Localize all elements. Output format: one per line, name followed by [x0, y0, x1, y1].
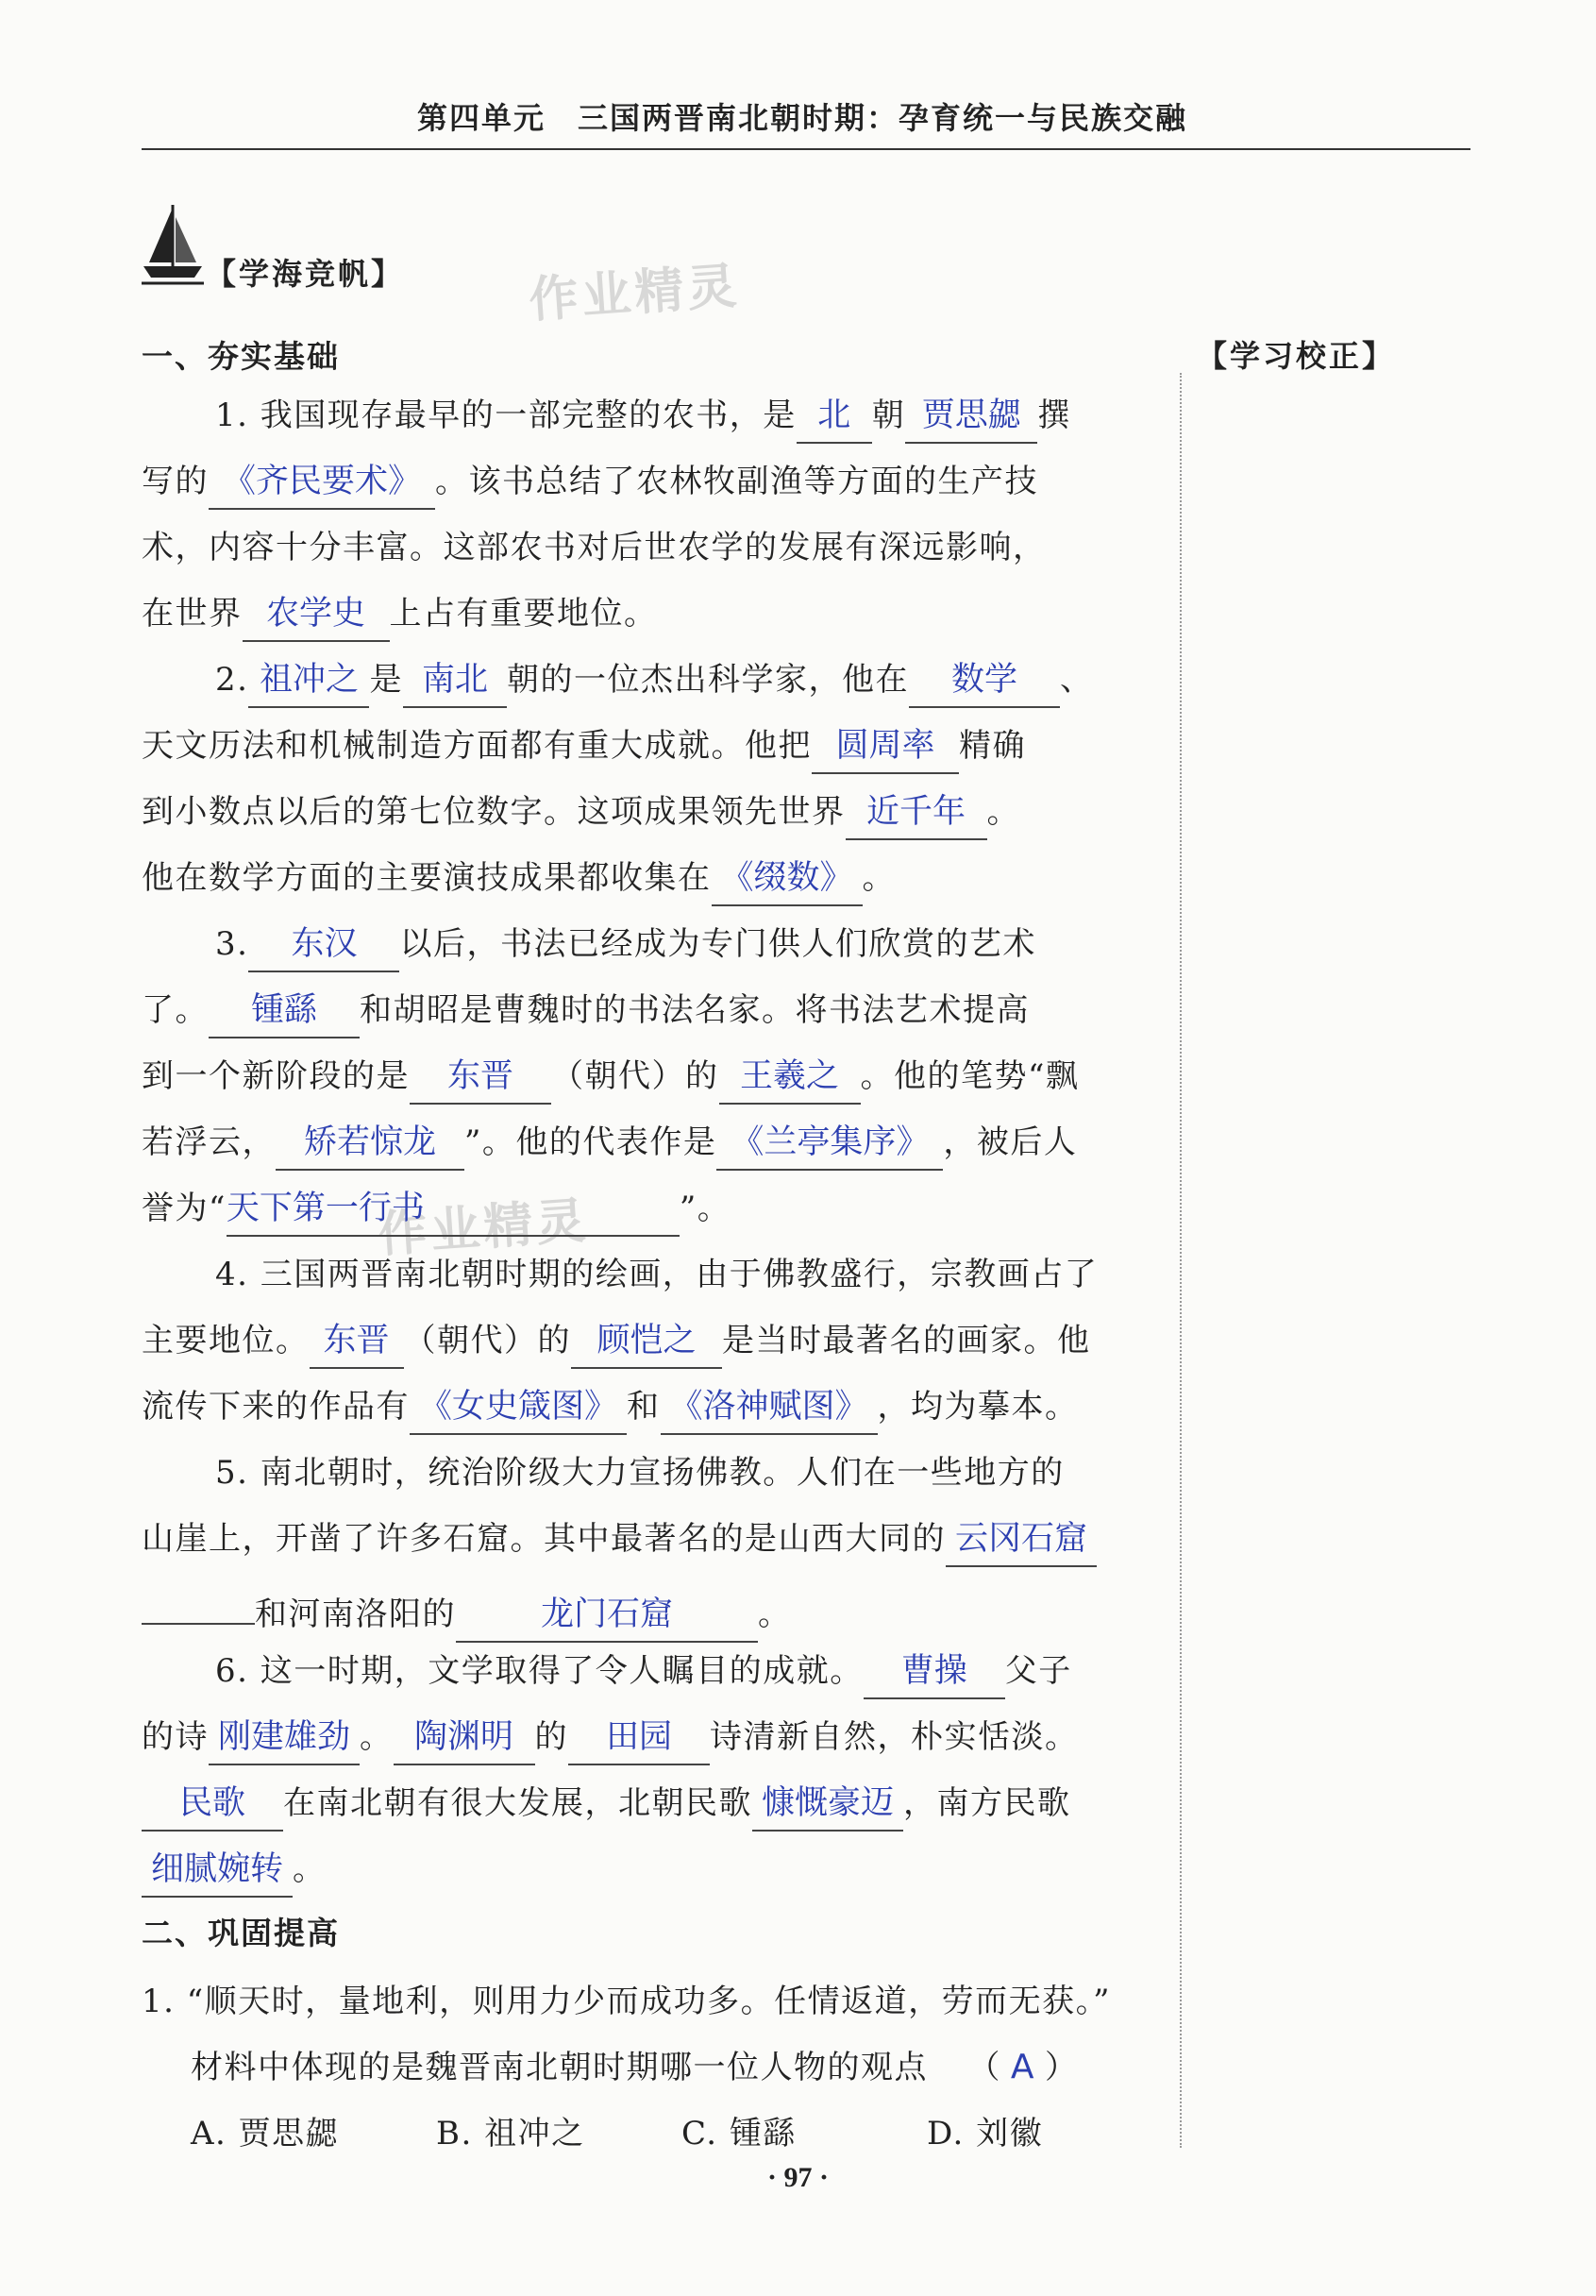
answer-blank: 云冈石窟 — [946, 1514, 1097, 1567]
answer-blank: 曹操 — [864, 1646, 1005, 1699]
watermark: 作业精灵 — [527, 258, 743, 329]
answer-blank: 祖冲之 — [248, 655, 369, 708]
answer-blank: 南北 — [403, 655, 507, 708]
header-rule — [142, 148, 1470, 150]
question-line: 天文历法和机械制造方面都有重大成就。他把 圆周率 精确 — [142, 713, 1026, 779]
option-a: A. 贾思勰 — [191, 2115, 340, 2152]
answer-blank: 天下第一行书 — [227, 1184, 680, 1237]
question-line: 和河南洛阳的 龙门石窟 。 — [142, 1572, 792, 1638]
options-line — [191, 2101, 1116, 2167]
question-line: 写的 《齐民要术》 。该书总结了农林牧副渔等方面的生产技 — [142, 448, 1038, 515]
answer-blank: 农学史 — [243, 589, 390, 642]
question-line: 主要地位。 东晋 （朝代）的 顾恺之 是当时最著名的画家。他 — [142, 1308, 1091, 1374]
answer-blank: 《兰亭集序》 — [716, 1118, 943, 1171]
answer-blank: 《齐民要术》 — [209, 457, 435, 510]
answer-blank: 细腻婉转 — [142, 1845, 293, 1898]
answer-blank: 慷慨豪迈 — [752, 1779, 903, 1832]
question-line: 1. 我国现存最早的一部完整的农书，是 北 朝 贾思勰 撰 — [215, 382, 1071, 448]
answer-blank: 数学 — [909, 655, 1060, 708]
answer-blank: 东汉 — [248, 920, 399, 972]
answer-bracket: （ A ） — [967, 2048, 1079, 2086]
answer-blank: 陶渊明 — [394, 1713, 535, 1765]
answer-blank: 贾思勰 — [905, 391, 1037, 444]
sailboat-icon — [142, 200, 204, 285]
margin-divider — [1180, 373, 1182, 2148]
answer-blank: 《洛神赋图》 — [661, 1382, 878, 1435]
question-line: 了。 锺繇 和胡昭是曹魏时的书法名家。将书法艺术提高 — [142, 977, 1030, 1043]
answer-blank: 王羲之 — [719, 1052, 861, 1105]
watermark: 作业精灵 — [376, 1192, 592, 1264]
question-line: 材料中体现的是魏晋南北朝时期哪一位人物的观点 （ A ） — [191, 2048, 1079, 2086]
answer-blank: 田园 — [568, 1713, 710, 1765]
question-line: 4. 三国两晋南北朝时期的绘画，由于佛教盛行，宗教画占了 — [215, 1256, 1099, 1293]
answer-blank-continuation — [142, 1572, 255, 1625]
question-line: 山崖上，开凿了许多石窟。其中最著名的是山西大同的 云冈石窟 — [142, 1506, 1097, 1572]
question-line: 6. 这一时期，文学取得了令人瞩目的成就。 曹操 父子 — [215, 1638, 1072, 1704]
margin-label: 【学习校正】 — [1197, 338, 1396, 374]
question-line: 1. “顺天时，量地利，则用力少而成功多。任情返道，劳而无获。” — [142, 1983, 1112, 2020]
question-line: 到小数点以后的第七位数字。这项成果领先世界 近千年 。 — [142, 779, 1020, 845]
answer-blank: 矫若惊龙 — [276, 1118, 464, 1171]
question-line: 术，内容十分丰富。这部农书对后世农学的发展有深远影响， — [142, 529, 1047, 566]
question-line: 到一个新阶段的是 东晋 （朝代）的 王羲之 。他的笔势“飘 — [142, 1043, 1079, 1109]
question-line: 的诗 刚建雄劲 。 陶渊明 的 田园 诗清新自然，朴实恬淡。 — [142, 1704, 1079, 1770]
part-heading: 一、夯实基础 — [142, 338, 340, 375]
answer-blank: 《女史箴图》 — [410, 1382, 627, 1435]
choice-answer: A — [1010, 2048, 1035, 2086]
part-heading: 二、巩固提高 — [142, 1915, 340, 1951]
question-line: 3. 东汉 以后，书法已经成为专门供人们欣赏的艺术 — [215, 911, 1036, 977]
question-line: 细腻婉转 。 — [142, 1836, 327, 1902]
answer-blank: 近千年 — [846, 787, 987, 840]
answer-blank: 圆周率 — [812, 721, 959, 774]
header-title: 第四单元 三国两晋南北朝时期：孕育统一与民族交融 — [416, 100, 1187, 136]
option-d: D. 刘徽 — [927, 2115, 1044, 2152]
answer-blank: 东晋 — [310, 1316, 404, 1369]
answer-blank: 东晋 — [410, 1052, 551, 1105]
section-heading: 【学海竞帆】 — [206, 256, 405, 292]
answer-blank: 顾恺之 — [571, 1316, 722, 1369]
answer-blank: 锺繇 — [209, 986, 360, 1038]
option-b: B. 祖冲之 — [436, 2115, 585, 2152]
question-line: 5. 南北朝时，统治阶级大力宣扬佛教。人们在一些地方的 — [215, 1454, 1065, 1492]
answer-blank: 民歌 — [142, 1779, 283, 1832]
question-line: 誉为“天下第一行书 ”。 — [142, 1175, 731, 1241]
question-line: 他在数学方面的主要演技成果都收集在 《缀数》 。 — [142, 845, 896, 911]
answer-blank: 刚建雄劲 — [209, 1713, 360, 1765]
option-c: C. 锺繇 — [681, 2115, 797, 2152]
answer-blank: 龙门石窟 — [456, 1590, 758, 1643]
question-line: 流传下来的作品有 《女史箴图》 和 《洛神赋图》 ，均为摹本。 — [142, 1374, 1079, 1440]
answer-blank: 《缀数》 — [712, 853, 863, 906]
question-line: 在世界 农学史 上占有重要地位。 — [142, 581, 658, 647]
question-line: 若浮云， 矫若惊龙 ”。他的代表作是 《兰亭集序》 ，被后人 — [142, 1109, 1077, 1175]
page-number: · 97 · — [766, 2162, 829, 2193]
question-line: 民歌 在南北朝有很大发展，北朝民歌 慷慨豪迈 ，南方民歌 — [142, 1770, 1071, 1836]
question-line: 2. 祖冲之 是 南北 朝的一位杰出科学家，他在 数学 、 — [215, 647, 1093, 713]
answer-blank: 北 — [797, 391, 872, 444]
